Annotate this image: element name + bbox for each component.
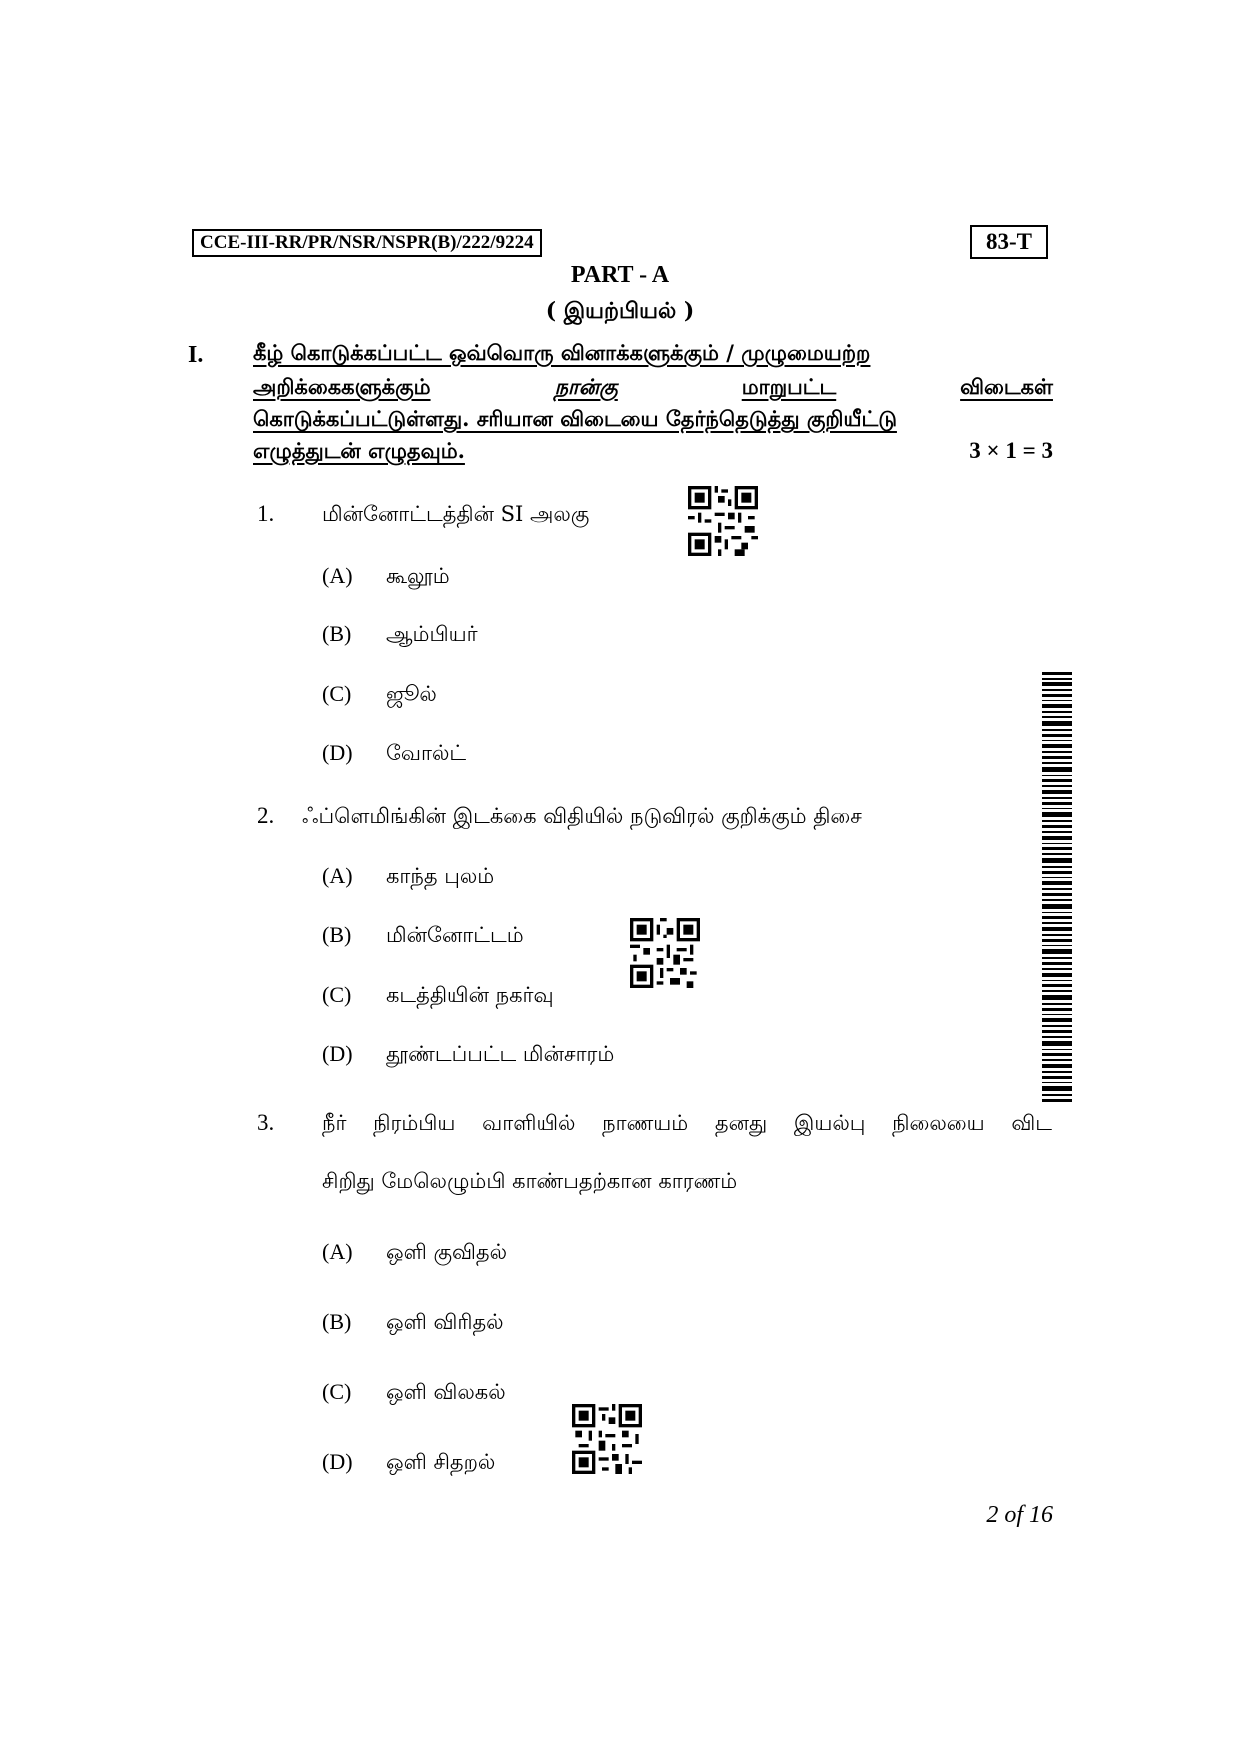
instruction-line-3: கொடுக்கப்பட்டுள்ளது. சரியான விடையை தேர்ந்தெடுத்து குறியீட்டு bbox=[253, 406, 897, 431]
qr-code-icon bbox=[630, 918, 700, 988]
part-title: PART - A bbox=[570, 262, 670, 288]
instruction-word-emphasis: நான்கு bbox=[554, 374, 618, 399]
instruction-line-2 bbox=[253, 374, 1053, 402]
option-label: (D) bbox=[322, 1449, 353, 1474]
option-label: (D) bbox=[322, 740, 353, 765]
option-text: ஒளி விலகல் bbox=[386, 1380, 506, 1404]
instruction-word: விடைகள் bbox=[960, 374, 1053, 399]
option-text: மின்னோட்டம் bbox=[386, 923, 524, 947]
option-text: ஜூல் bbox=[386, 682, 437, 706]
question-text-line-1: நீர் நிரம்பிய வாளியில் நாணயம் தனது இயல்பு நிலையை விட bbox=[322, 1111, 1052, 1135]
option-text: கடத்தியின் நகர்வு bbox=[386, 983, 554, 1007]
section-roman-number: I. bbox=[188, 342, 204, 368]
option-label: (C) bbox=[322, 681, 352, 706]
paper-code: 83-T bbox=[970, 225, 1048, 259]
question-text: மின்னோட்டத்தின் SI அலகு bbox=[322, 502, 590, 526]
instruction-line-1-text: கீழ் கொடுக்கப்பட்ட ஒவ்வொரு வினாக்களுக்கும் / முழுமையற்ற bbox=[253, 340, 871, 365]
option-text: ஒளி விரிதல் bbox=[386, 1310, 504, 1334]
option-text: ஒளி சிதறல் bbox=[386, 1450, 496, 1474]
option-text: காந்த புலம் bbox=[386, 864, 495, 888]
qr-code-icon bbox=[572, 1404, 642, 1474]
question-number: 1. bbox=[257, 501, 275, 526]
option-label: (B) bbox=[322, 1309, 352, 1334]
option-label: (D) bbox=[322, 1041, 353, 1066]
qr-code-icon bbox=[688, 486, 758, 556]
option-label: (A) bbox=[322, 563, 353, 588]
option-text: வோல்ட் bbox=[386, 741, 467, 765]
question-number: 3. bbox=[257, 1110, 275, 1135]
exam-code: CCE-III-RR/PR/NSR/NSPR(B)/222/9224 bbox=[192, 229, 542, 257]
question-number: 2. bbox=[257, 803, 275, 828]
option-text: ஆம்பியர் bbox=[386, 622, 478, 646]
option-label: (B) bbox=[322, 621, 352, 646]
instruction-word: மாறுபட்ட bbox=[741, 374, 837, 399]
section-subtitle: ( இயற்பியல் ) bbox=[545, 298, 695, 324]
instruction-line-4: எழுத்துடன் எழுதவும். bbox=[253, 438, 465, 463]
question-text-line-2: சிறிது மேலெழும்பி காண்பதற்கான காரணம் bbox=[322, 1169, 738, 1193]
instruction-line-1 bbox=[253, 340, 1053, 368]
option-label: (A) bbox=[322, 1239, 353, 1264]
option-text: ஒளி குவிதல் bbox=[386, 1240, 508, 1264]
option-text: தூண்டப்பட்ட மின்சாரம் bbox=[386, 1042, 615, 1066]
marks-scheme: 3 × 1 = 3 bbox=[969, 438, 1053, 463]
option-label: (B) bbox=[322, 922, 352, 947]
instruction-word: அறிக்கைகளுக்கும் bbox=[253, 374, 431, 399]
question-text: ஃப்ளெமிங்கின் இடக்கை விதியில் நடுவிரல் குறிக்கும் திசை bbox=[302, 804, 862, 828]
option-label: (C) bbox=[322, 982, 352, 1007]
option-text: கூலூம் bbox=[386, 564, 450, 588]
option-label: (C) bbox=[322, 1379, 352, 1404]
page-number: 2 of 16 bbox=[986, 1502, 1053, 1528]
barcode-icon bbox=[1042, 672, 1072, 1102]
option-label: (A) bbox=[322, 863, 353, 888]
